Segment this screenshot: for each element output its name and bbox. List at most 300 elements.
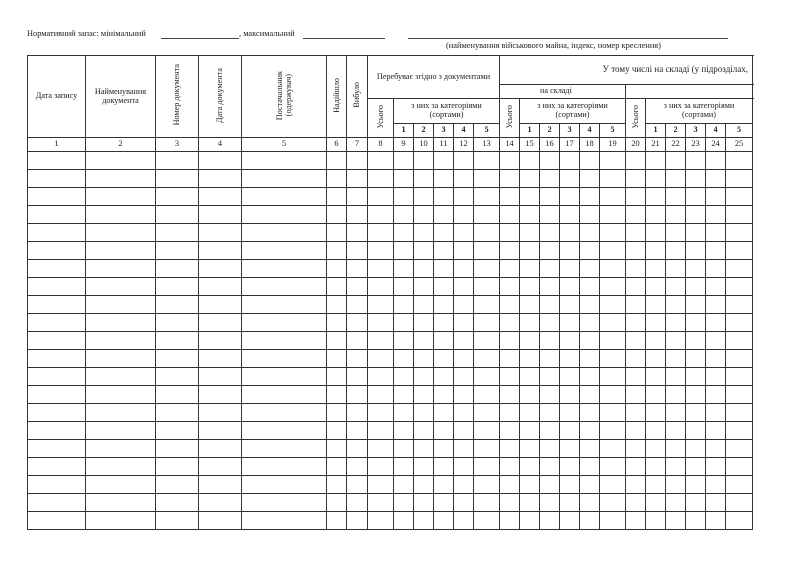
table-cell[interactable] xyxy=(706,206,726,224)
table-cell[interactable] xyxy=(560,440,580,458)
table-cell[interactable] xyxy=(394,476,414,494)
table-cell[interactable] xyxy=(327,404,347,422)
table-cell[interactable] xyxy=(327,278,347,296)
table-cell[interactable] xyxy=(156,422,199,440)
table-cell[interactable] xyxy=(86,422,156,440)
table-cell[interactable] xyxy=(454,368,474,386)
table-cell[interactable] xyxy=(686,224,706,242)
table-cell[interactable] xyxy=(199,458,242,476)
table-cell[interactable] xyxy=(28,458,86,476)
table-cell[interactable] xyxy=(454,386,474,404)
table-cell[interactable] xyxy=(686,440,706,458)
table-cell[interactable] xyxy=(434,386,454,404)
table-cell[interactable] xyxy=(434,314,454,332)
table-cell[interactable] xyxy=(28,404,86,422)
table-cell[interactable] xyxy=(666,314,686,332)
table-cell[interactable] xyxy=(600,188,626,206)
table-cell[interactable] xyxy=(706,260,726,278)
table-cell[interactable] xyxy=(434,512,454,530)
table-cell[interactable] xyxy=(454,152,474,170)
table-cell[interactable] xyxy=(560,512,580,530)
table-cell[interactable] xyxy=(434,170,454,188)
table-cell[interactable] xyxy=(86,152,156,170)
table-cell[interactable] xyxy=(368,224,394,242)
table-cell[interactable] xyxy=(686,278,706,296)
table-cell[interactable] xyxy=(580,350,600,368)
table-cell[interactable] xyxy=(28,422,86,440)
table-cell[interactable] xyxy=(646,206,666,224)
table-cell[interactable] xyxy=(500,296,520,314)
table-cell[interactable] xyxy=(520,296,540,314)
table-cell[interactable] xyxy=(520,260,540,278)
table-cell[interactable] xyxy=(560,476,580,494)
table-cell[interactable] xyxy=(706,368,726,386)
table-cell[interactable] xyxy=(726,296,753,314)
table-cell[interactable] xyxy=(600,476,626,494)
table-cell[interactable] xyxy=(454,170,474,188)
table-cell[interactable] xyxy=(580,188,600,206)
table-cell[interactable] xyxy=(626,224,646,242)
table-cell[interactable] xyxy=(520,332,540,350)
table-cell[interactable] xyxy=(156,476,199,494)
table-cell[interactable] xyxy=(646,368,666,386)
table-cell[interactable] xyxy=(474,170,500,188)
table-cell[interactable] xyxy=(520,494,540,512)
table-cell[interactable] xyxy=(86,242,156,260)
table-cell[interactable] xyxy=(156,278,199,296)
table-cell[interactable] xyxy=(646,332,666,350)
table-cell[interactable] xyxy=(327,440,347,458)
table-cell[interactable] xyxy=(414,512,434,530)
table-cell[interactable] xyxy=(726,386,753,404)
table-cell[interactable] xyxy=(394,314,414,332)
table-cell[interactable] xyxy=(686,422,706,440)
table-cell[interactable] xyxy=(520,350,540,368)
table-cell[interactable] xyxy=(394,296,414,314)
table-cell[interactable] xyxy=(600,332,626,350)
table-cell[interactable] xyxy=(434,368,454,386)
table-cell[interactable] xyxy=(86,314,156,332)
table-cell[interactable] xyxy=(28,476,86,494)
table-cell[interactable] xyxy=(540,278,560,296)
table-cell[interactable] xyxy=(560,296,580,314)
table-cell[interactable] xyxy=(199,152,242,170)
table-cell[interactable] xyxy=(347,314,368,332)
table-cell[interactable] xyxy=(580,440,600,458)
table-cell[interactable] xyxy=(500,224,520,242)
table-cell[interactable] xyxy=(474,512,500,530)
table-cell[interactable] xyxy=(726,332,753,350)
table-cell[interactable] xyxy=(327,260,347,278)
table-cell[interactable] xyxy=(520,404,540,422)
table-cell[interactable] xyxy=(646,188,666,206)
table-cell[interactable] xyxy=(626,458,646,476)
table-cell[interactable] xyxy=(706,314,726,332)
table-cell[interactable] xyxy=(500,188,520,206)
table-cell[interactable] xyxy=(347,422,368,440)
table-cell[interactable] xyxy=(580,458,600,476)
table-cell[interactable] xyxy=(726,512,753,530)
table-cell[interactable] xyxy=(600,404,626,422)
table-cell[interactable] xyxy=(414,332,434,350)
table-cell[interactable] xyxy=(347,188,368,206)
table-cell[interactable] xyxy=(414,350,434,368)
table-cell[interactable] xyxy=(646,350,666,368)
table-cell[interactable] xyxy=(626,278,646,296)
table-cell[interactable] xyxy=(726,242,753,260)
table-cell[interactable] xyxy=(454,188,474,206)
table-cell[interactable] xyxy=(242,188,327,206)
table-cell[interactable] xyxy=(646,404,666,422)
table-cell[interactable] xyxy=(474,368,500,386)
table-cell[interactable] xyxy=(600,350,626,368)
table-cell[interactable] xyxy=(626,242,646,260)
table-cell[interactable] xyxy=(368,440,394,458)
table-cell[interactable] xyxy=(86,260,156,278)
table-cell[interactable] xyxy=(454,224,474,242)
table-cell[interactable] xyxy=(474,152,500,170)
table-cell[interactable] xyxy=(500,242,520,260)
table-cell[interactable] xyxy=(580,332,600,350)
table-cell[interactable] xyxy=(726,260,753,278)
table-cell[interactable] xyxy=(199,170,242,188)
table-cell[interactable] xyxy=(86,350,156,368)
table-cell[interactable] xyxy=(368,368,394,386)
table-cell[interactable] xyxy=(454,458,474,476)
table-cell[interactable] xyxy=(394,350,414,368)
table-cell[interactable] xyxy=(242,404,327,422)
table-cell[interactable] xyxy=(242,296,327,314)
max-stock-field[interactable] xyxy=(303,38,385,39)
table-cell[interactable] xyxy=(706,278,726,296)
table-cell[interactable] xyxy=(626,476,646,494)
table-cell[interactable] xyxy=(242,476,327,494)
table-cell[interactable] xyxy=(454,440,474,458)
table-cell[interactable] xyxy=(199,260,242,278)
table-cell[interactable] xyxy=(434,260,454,278)
table-cell[interactable] xyxy=(156,296,199,314)
table-cell[interactable] xyxy=(394,242,414,260)
table-cell[interactable] xyxy=(368,422,394,440)
table-cell[interactable] xyxy=(580,242,600,260)
table-cell[interactable] xyxy=(500,368,520,386)
table-cell[interactable] xyxy=(706,332,726,350)
table-cell[interactable] xyxy=(368,332,394,350)
table-cell[interactable] xyxy=(156,458,199,476)
table-cell[interactable] xyxy=(666,476,686,494)
table-cell[interactable] xyxy=(242,332,327,350)
table-cell[interactable] xyxy=(626,350,646,368)
table-cell[interactable] xyxy=(242,314,327,332)
table-cell[interactable] xyxy=(156,494,199,512)
table-cell[interactable] xyxy=(560,224,580,242)
table-cell[interactable] xyxy=(394,494,414,512)
table-cell[interactable] xyxy=(414,440,434,458)
table-cell[interactable] xyxy=(434,476,454,494)
table-cell[interactable] xyxy=(686,242,706,260)
table-cell[interactable] xyxy=(560,278,580,296)
table-cell[interactable] xyxy=(394,278,414,296)
table-cell[interactable] xyxy=(560,350,580,368)
table-cell[interactable] xyxy=(347,512,368,530)
table-cell[interactable] xyxy=(394,422,414,440)
table-cell[interactable] xyxy=(686,404,706,422)
table-cell[interactable] xyxy=(86,206,156,224)
table-cell[interactable] xyxy=(156,188,199,206)
table-cell[interactable] xyxy=(540,494,560,512)
table-cell[interactable] xyxy=(368,152,394,170)
table-cell[interactable] xyxy=(327,386,347,404)
table-cell[interactable] xyxy=(199,440,242,458)
table-cell[interactable] xyxy=(199,188,242,206)
table-cell[interactable] xyxy=(600,242,626,260)
table-cell[interactable] xyxy=(540,476,560,494)
table-cell[interactable] xyxy=(394,458,414,476)
table-cell[interactable] xyxy=(368,494,394,512)
table-cell[interactable] xyxy=(434,458,454,476)
table-cell[interactable] xyxy=(666,260,686,278)
table-cell[interactable] xyxy=(86,476,156,494)
table-cell[interactable] xyxy=(686,296,706,314)
table-cell[interactable] xyxy=(28,152,86,170)
table-cell[interactable] xyxy=(347,224,368,242)
table-cell[interactable] xyxy=(347,476,368,494)
table-cell[interactable] xyxy=(560,152,580,170)
table-cell[interactable] xyxy=(560,188,580,206)
table-cell[interactable] xyxy=(347,440,368,458)
table-cell[interactable] xyxy=(414,152,434,170)
table-cell[interactable] xyxy=(156,152,199,170)
table-cell[interactable] xyxy=(28,350,86,368)
table-cell[interactable] xyxy=(726,278,753,296)
table-cell[interactable] xyxy=(666,296,686,314)
table-cell[interactable] xyxy=(540,404,560,422)
table-cell[interactable] xyxy=(500,404,520,422)
table-cell[interactable] xyxy=(706,170,726,188)
table-cell[interactable] xyxy=(394,188,414,206)
table-cell[interactable] xyxy=(706,188,726,206)
table-cell[interactable] xyxy=(580,152,600,170)
table-cell[interactable] xyxy=(646,260,666,278)
table-cell[interactable] xyxy=(560,260,580,278)
table-cell[interactable] xyxy=(368,476,394,494)
table-cell[interactable] xyxy=(726,152,753,170)
table-cell[interactable] xyxy=(434,206,454,224)
table-cell[interactable] xyxy=(540,188,560,206)
table-cell[interactable] xyxy=(580,422,600,440)
table-cell[interactable] xyxy=(454,278,474,296)
table-cell[interactable] xyxy=(600,224,626,242)
table-cell[interactable] xyxy=(666,368,686,386)
table-cell[interactable] xyxy=(500,152,520,170)
table-cell[interactable] xyxy=(706,386,726,404)
table-cell[interactable] xyxy=(86,440,156,458)
table-cell[interactable] xyxy=(156,404,199,422)
table-cell[interactable] xyxy=(686,512,706,530)
table-cell[interactable] xyxy=(434,278,454,296)
table-cell[interactable] xyxy=(686,152,706,170)
table-cell[interactable] xyxy=(434,494,454,512)
table-cell[interactable] xyxy=(726,476,753,494)
table-cell[interactable] xyxy=(434,350,454,368)
table-cell[interactable] xyxy=(706,152,726,170)
table-cell[interactable] xyxy=(626,404,646,422)
table-cell[interactable] xyxy=(454,512,474,530)
table-cell[interactable] xyxy=(540,206,560,224)
table-cell[interactable] xyxy=(86,170,156,188)
table-cell[interactable] xyxy=(666,188,686,206)
table-cell[interactable] xyxy=(666,494,686,512)
table-cell[interactable] xyxy=(600,206,626,224)
table-cell[interactable] xyxy=(454,206,474,224)
table-cell[interactable] xyxy=(28,332,86,350)
table-cell[interactable] xyxy=(580,404,600,422)
table-cell[interactable] xyxy=(414,206,434,224)
table-cell[interactable] xyxy=(327,206,347,224)
table-cell[interactable] xyxy=(666,152,686,170)
table-cell[interactable] xyxy=(540,440,560,458)
table-cell[interactable] xyxy=(28,386,86,404)
table-cell[interactable] xyxy=(199,350,242,368)
table-cell[interactable] xyxy=(520,206,540,224)
table-cell[interactable] xyxy=(666,278,686,296)
table-cell[interactable] xyxy=(474,242,500,260)
table-cell[interactable] xyxy=(646,170,666,188)
table-cell[interactable] xyxy=(626,314,646,332)
table-cell[interactable] xyxy=(394,260,414,278)
table-cell[interactable] xyxy=(600,314,626,332)
table-cell[interactable] xyxy=(347,152,368,170)
table-cell[interactable] xyxy=(500,494,520,512)
table-cell[interactable] xyxy=(454,260,474,278)
table-cell[interactable] xyxy=(242,494,327,512)
table-cell[interactable] xyxy=(646,494,666,512)
table-cell[interactable] xyxy=(474,224,500,242)
table-cell[interactable] xyxy=(520,440,540,458)
table-cell[interactable] xyxy=(726,368,753,386)
table-cell[interactable] xyxy=(500,332,520,350)
table-cell[interactable] xyxy=(327,224,347,242)
table-cell[interactable] xyxy=(454,404,474,422)
table-cell[interactable] xyxy=(726,314,753,332)
table-cell[interactable] xyxy=(666,386,686,404)
table-cell[interactable] xyxy=(242,260,327,278)
table-cell[interactable] xyxy=(474,278,500,296)
table-cell[interactable] xyxy=(414,458,434,476)
table-cell[interactable] xyxy=(580,476,600,494)
table-cell[interactable] xyxy=(540,260,560,278)
table-cell[interactable] xyxy=(600,440,626,458)
table-cell[interactable] xyxy=(706,512,726,530)
table-cell[interactable] xyxy=(686,368,706,386)
table-cell[interactable] xyxy=(368,296,394,314)
table-cell[interactable] xyxy=(156,350,199,368)
table-cell[interactable] xyxy=(686,494,706,512)
table-cell[interactable] xyxy=(580,314,600,332)
table-cell[interactable] xyxy=(540,242,560,260)
table-cell[interactable] xyxy=(726,350,753,368)
min-stock-field[interactable] xyxy=(161,38,239,39)
table-cell[interactable] xyxy=(86,404,156,422)
table-cell[interactable] xyxy=(394,368,414,386)
table-cell[interactable] xyxy=(199,314,242,332)
table-cell[interactable] xyxy=(368,278,394,296)
table-cell[interactable] xyxy=(28,314,86,332)
table-cell[interactable] xyxy=(156,368,199,386)
table-cell[interactable] xyxy=(646,278,666,296)
table-cell[interactable] xyxy=(626,206,646,224)
table-cell[interactable] xyxy=(199,278,242,296)
table-cell[interactable] xyxy=(560,494,580,512)
table-cell[interactable] xyxy=(347,278,368,296)
table-cell[interactable] xyxy=(454,332,474,350)
table-cell[interactable] xyxy=(540,512,560,530)
table-cell[interactable] xyxy=(242,368,327,386)
table-cell[interactable] xyxy=(560,170,580,188)
table-cell[interactable] xyxy=(242,512,327,530)
table-cell[interactable] xyxy=(454,350,474,368)
table-cell[interactable] xyxy=(434,296,454,314)
table-cell[interactable] xyxy=(706,422,726,440)
table-cell[interactable] xyxy=(327,476,347,494)
table-cell[interactable] xyxy=(600,368,626,386)
table-cell[interactable] xyxy=(540,224,560,242)
table-cell[interactable] xyxy=(626,332,646,350)
table-cell[interactable] xyxy=(646,422,666,440)
table-cell[interactable] xyxy=(600,170,626,188)
table-cell[interactable] xyxy=(626,512,646,530)
table-cell[interactable] xyxy=(242,440,327,458)
table-cell[interactable] xyxy=(414,170,434,188)
table-cell[interactable] xyxy=(646,476,666,494)
table-cell[interactable] xyxy=(626,152,646,170)
table-cell[interactable] xyxy=(706,242,726,260)
table-cell[interactable] xyxy=(199,224,242,242)
table-cell[interactable] xyxy=(600,152,626,170)
table-cell[interactable] xyxy=(500,440,520,458)
item-name-field[interactable] xyxy=(408,38,728,39)
table-cell[interactable] xyxy=(242,152,327,170)
table-cell[interactable] xyxy=(454,494,474,512)
table-cell[interactable] xyxy=(368,314,394,332)
table-cell[interactable] xyxy=(454,476,474,494)
table-cell[interactable] xyxy=(520,368,540,386)
table-cell[interactable] xyxy=(327,368,347,386)
table-cell[interactable] xyxy=(520,314,540,332)
table-cell[interactable] xyxy=(686,206,706,224)
table-cell[interactable] xyxy=(327,332,347,350)
table-cell[interactable] xyxy=(646,242,666,260)
table-cell[interactable] xyxy=(580,512,600,530)
table-cell[interactable] xyxy=(600,494,626,512)
table-cell[interactable] xyxy=(474,296,500,314)
table-cell[interactable] xyxy=(666,458,686,476)
table-cell[interactable] xyxy=(347,386,368,404)
table-cell[interactable] xyxy=(156,242,199,260)
table-cell[interactable] xyxy=(474,332,500,350)
table-cell[interactable] xyxy=(580,278,600,296)
table-cell[interactable] xyxy=(626,296,646,314)
table-cell[interactable] xyxy=(580,368,600,386)
table-cell[interactable] xyxy=(706,224,726,242)
table-cell[interactable] xyxy=(28,206,86,224)
table-cell[interactable] xyxy=(434,404,454,422)
table-cell[interactable] xyxy=(560,386,580,404)
table-cell[interactable] xyxy=(520,224,540,242)
table-cell[interactable] xyxy=(500,458,520,476)
table-cell[interactable] xyxy=(646,386,666,404)
table-cell[interactable] xyxy=(86,224,156,242)
